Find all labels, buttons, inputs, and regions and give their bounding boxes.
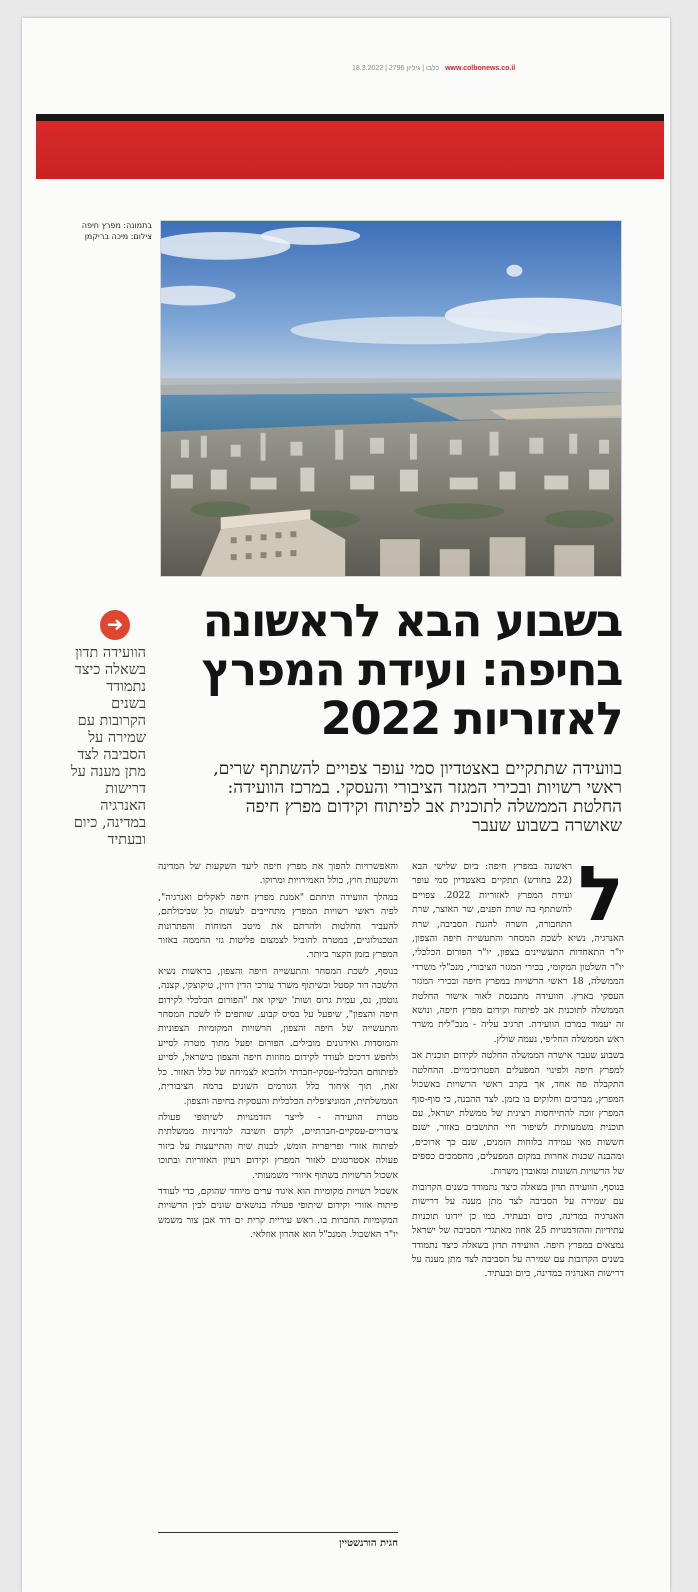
subtitle-line-1: בוועידה שתתקיים באצטדיון סמי עופר צפויים להשתתף שרים, <box>213 759 622 779</box>
headline-line-1: בשבוע הבא לראשונה <box>202 594 622 647</box>
article-paragraph: במהלך הוועידה תיחתם "אמנת מפרץ חיפה לאקלים ואנרגיה", לפיה ראשי רשויות המפרץ מתחייבים לעשות כל שביכולתם, להעביר החלטות ולהרתם את מיטב המוחות והפתרונות הטכנולוגיים, במטרה להוביל לצמצום פליטות גזי החממה באזור המפרץ בזמן הקצר ביותר. <box>158 891 398 961</box>
arrow-circle-icon: ➜ <box>100 610 130 640</box>
article-paragraph: בשבוע שעבר אישרה הממשלה החלטה לקידום תוכנית אב למפרץ חיפה ולפינוי המפעלים הפטרוכימיים. ההחלטה התקבלה פה אחד, אך בקרב ראשי הרשויות באשכול המפרץ, מברכים וחלוקים בו בזמן. לצד ההבנה, כי סוף-סוף המפרץ זוכה להתייחסות רצינית של ממשלת ישראל, עם תוכנית משמעותית לשיפור חיי התושבים באזור, ישנם חששות מאי עמידה בלוחות הזמנים, שנם כך ארוכים, ומהבנה שכנות אחרות במקום המפעלים, מהסמכים כספים של הרשויות השונות ומאובדן משרות. <box>412 1050 624 1177</box>
haifa-bay-photo <box>160 220 622 577</box>
article-paragraph: מטרת הוועידה - לייצר הזדמנויות לשיתופי פעולה ציבוריים-עסקיים-חברתיים, לקדם חשיבה למדיניות ממשלתית לפיתוח אזורי ופריפריה הומש, לבנות שיח והתייעצות על ביזור פעולה אסטרטגים לאזור המפרץ וקידום רעיון האזוריות ובתוכו אשכול הרשויות בשתוף איזורי משמעותי. <box>158 1111 398 1181</box>
headline <box>72 596 622 743</box>
dropcap: ל <box>578 849 624 938</box>
subtitle-line-3: החלטת הממשלה לתוכנית אב לפיתוח וקידום מפרץ חיפה <box>245 797 622 817</box>
author-byline: חגית הורנשטיין <box>339 1538 398 1549</box>
photo-caption: בתמונה: מפרץ חיפה <box>81 221 152 230</box>
site-url[interactable]: www.colbonews.co.il <box>445 65 516 72</box>
headline-line-3: לאזוריות 2022 <box>320 692 622 745</box>
article-paragraph: ראשונה במפרץ חיפה: ביום שלישי הבא (22 בחודש) תתקיים באצטדיון סמי עופר ועידת המפרץ לאזוריות 2022. צפויים להשתתף בה שרת הפנים, שר האוצר, שרת התחבורה, השרה להגנת הסביבה, שרת האנרגיה, נשיא לשכת המסחר והתעשייה חיפה והצפון, יו"ר התאחדות התעשיינים בצפון, יו"ר הפורום הכלכלי, יו"ר השלטון המקומי, בכירי המגזר הציבורי, מנכ"לי משרדי הממשלה, 18 ראשי הרשויות במפרץ חיפה ובכירי המגזר העסקי בארץ. הוועידה מתכנסת לאור אישור החלטת הממשלה לתוכנית אב לפיתוח וקידום מפרץ חיפה, ונושא זה יעמוד במרכז הוועידה. תרגיב עליה - מנכ"לית משרד ראש הממשלה החליפי, נעמה שולץ. <box>412 861 624 1045</box>
subtitle-line-4: שאושרה בשבוע שעבר <box>472 816 622 836</box>
article-paragraph: אשכול רשויות מקומיות הוא איגוד ערים מיוחד שהוקם, כדי לעודד פיתוח אזורי וקידום שיתופי פעולה בנושאים שונים לבין הרשויות המקומיות החברות בו. ראש עיריית קרית ים דוד אבן צור משמש יו"ר האשכול. המנכ"ל הוא אהרון אוזלאי. <box>158 1185 398 1241</box>
headline-line-2: בחיפה: ועידת המפרץ <box>201 643 622 696</box>
pull-quote: הוועידה תדון בשאלה כיצד נתמודד בשנים הקרובות עם שמירה על הסביבה לצד מתן מענה על דרישות האנרגיה במדינה, כיום ובעתיד <box>70 645 146 848</box>
photographer-credit: צילום: מיכה בריקמן <box>84 232 152 241</box>
source-line <box>352 65 624 79</box>
author-divider <box>158 1532 398 1533</box>
article-column-middle <box>158 860 398 1245</box>
subtitle-line-2: ראשי רשויות ובכירי המגזר הציבורי והעסקי. במרכז הוועידה: <box>227 778 622 798</box>
red-banner <box>36 121 664 179</box>
haifa-bay-image <box>161 221 621 576</box>
issue-meta: כלבו | גיליון 2796 | 18.3.2022 <box>352 65 440 72</box>
article-paragraph: בנוסף, הוועידה תדון בשאלה כיצד נתמודד בשנים הקרובות עם שמירה על הסביבה לצד מתן מענה על דרישות האנרגיה במדינה, כיום ובעתיד. כמו כן יידונו תוכניות עתידיות וההזדמנויות 25 אחוז מאתגרי הסביבה של ישראל נמצאים במפרץ חיפה. הוועידה תדון בשאלה כיצד נתמודד בשנים הקרובות עם שמירה על הסביבה לצד מתן מענה על דרישות האנרגיה במדינה, כיום ובעתיד. <box>412 1181 624 1280</box>
article-column-right <box>412 849 624 1284</box>
article-paragraph: והאפשרויות להפוך את מפרץ חיפה ליעד השקעות של המדינה והשקעות חוץ, כולל האמירויות ומרוקו. <box>158 861 398 887</box>
article-paragraph: בנוסף, לשכת המסחר והתעשייה חיפה והצפון, בראשות נשיא הלשכה דוד קסטל ובשיתוף משרד עורכי הדין רוזין, טיקוצקי, קצנה, גוטמן, נס, עמית גרוס ושות' ישיקו את "הפורום הכלכלי לקידום חיפה והצפון", שיפעל על בסיס קבוע. שותפים לו לשכת המסחר והתעשייה של חיפה והצפון, הרשויות המקומיות הצפוניות והמוסדות ואירגונים מובילים. הפורום יפעל מתוך מטרה לסייע ולחפש דרכים לעודד לקידום מחוזות חיפה והצפון בישראל, לסייע לפיתוחם הכלכלי-עסקי-חברתי ולהביא לצמיחה של כלל האזור. כל זאת, תוך איחוד כלל הגורמים השונים ברמה הציבורית, הממשלתית, המוניציפלית הכלכלית והעסקית בחיפה והצפון. <box>158 965 398 1107</box>
photo-credit <box>81 220 152 242</box>
